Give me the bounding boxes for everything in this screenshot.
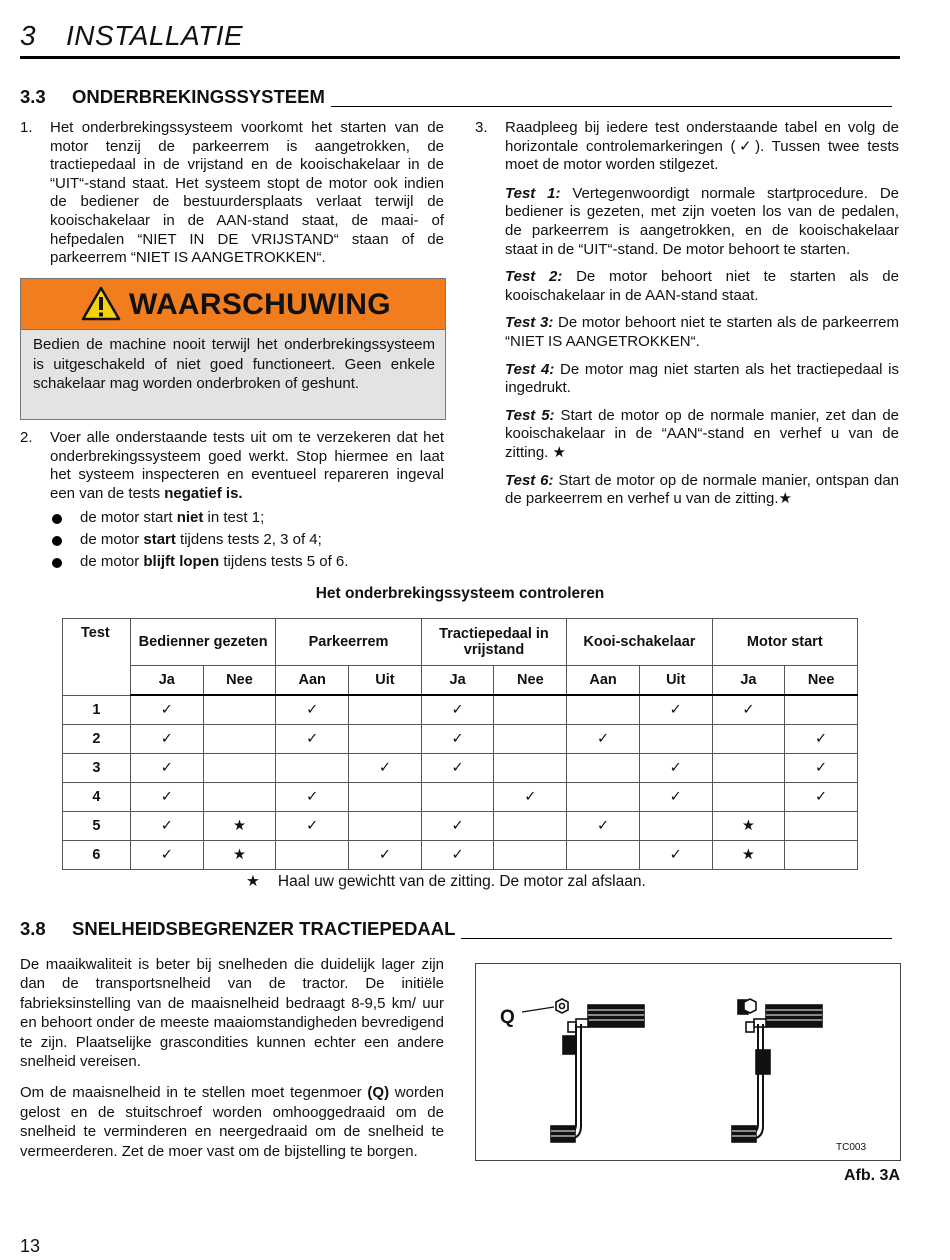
item-number: 1. — [20, 119, 33, 136]
test-label: Test 6: — [505, 471, 554, 489]
bullet-text: in test 1; — [203, 509, 265, 527]
check-cell: ✓ — [130, 725, 203, 754]
empty-cell — [494, 841, 567, 870]
empty-cell — [494, 695, 567, 725]
check-cell: ✓ — [639, 841, 712, 870]
empty-cell — [349, 783, 422, 812]
test-number-cell: 3 — [63, 754, 131, 783]
warning-box — [20, 278, 446, 420]
table-caption: Het onderbrekingssysteem controleren — [315, 585, 605, 602]
empty-cell — [349, 812, 422, 841]
check-cell: ✓ — [421, 754, 494, 783]
warning-triangle-icon — [81, 286, 121, 322]
test-text: Start de motor op de normale manier, ontspan dan de parkeerrem en verhef u van de zitting.★ — [505, 471, 899, 508]
star-cell: ★ — [712, 841, 785, 870]
test-text: De motor behoort niet te starten als de parkeerrem “NIET IS AANGETROKKEN“. — [505, 314, 899, 350]
table-header-test: Test — [63, 619, 131, 696]
empty-cell — [639, 812, 712, 841]
empty-cell — [567, 754, 640, 783]
check-cell: ✓ — [349, 841, 422, 870]
empty-cell — [785, 695, 858, 725]
empty-cell — [494, 725, 567, 754]
warning-text: Bedien de machine nooit terwijl het onderbrekingssysteem is uitgeschakeld of niet goed functioneert. Geen enkele schakelaar mag worden onderbroken of geshunt. — [33, 336, 435, 392]
check-cell: ✓ — [276, 695, 349, 725]
paragraph-text: Om de maaisnelheid in te stellen moet tegenmoer — [20, 1084, 368, 1102]
test-label: Test 1: — [505, 184, 561, 202]
section-heading-3-3 — [20, 86, 892, 110]
bullet-dot — [52, 514, 62, 524]
bullet-text: de motor — [80, 552, 144, 570]
table-row — [63, 725, 858, 754]
chapter-header — [20, 18, 900, 59]
section-number: 3.8 — [20, 918, 46, 939]
table-subheader: Ja — [712, 666, 785, 696]
page-number: 13 — [20, 1236, 41, 1256]
table-header-group: Kooi-schakelaar — [567, 619, 712, 666]
empty-cell — [712, 725, 785, 754]
item-text-bold: negatief is. — [164, 484, 243, 502]
table-subheader: Uit — [639, 666, 712, 696]
table-header-row — [63, 619, 858, 666]
empty-cell — [494, 754, 567, 783]
list-item-2 — [20, 429, 444, 503]
empty-cell — [421, 783, 494, 812]
bullet-bold: start — [143, 530, 176, 548]
check-cell: ✓ — [421, 841, 494, 870]
check-cell: ✓ — [712, 695, 785, 725]
table-row — [63, 841, 858, 870]
test-text: Vertegenwoordigt normale startprocedure. De bediener is gezeten, met zijn voeten los van de pedalen, de parkeerrem is aangetrokken, en de kooischakelaar staat in de “UIT“-stand. De motor behoort te starten. — [505, 184, 899, 258]
test-description-4 — [505, 361, 899, 398]
bullet-dot — [52, 536, 62, 546]
check-cell: ✓ — [349, 754, 422, 783]
test-number-cell: 2 — [63, 725, 131, 754]
speed-text — [20, 955, 444, 1161]
table-footnote — [246, 872, 646, 891]
left-column-top — [20, 119, 444, 278]
test-label: Test 2: — [505, 268, 563, 286]
table-row — [63, 783, 858, 812]
bullet-bold: blijft lopen — [143, 552, 220, 570]
table-header-group: Tractiepedaal in vrijstand — [421, 619, 566, 666]
empty-cell — [567, 841, 640, 870]
empty-cell — [276, 841, 349, 870]
section-number: 3.3 — [20, 86, 46, 107]
item-number: 3. — [475, 119, 488, 136]
check-cell: ✓ — [276, 783, 349, 812]
test-label: Test 5: — [505, 406, 555, 424]
bullet-text: de motor start — [80, 509, 177, 527]
item-text: Raadpleeg bij iedere test onderstaande tabel en volg de horizontale controlemarkeringen (✓). Tussen twee tests moet de motor worden stilgezet. — [505, 119, 899, 174]
table-subheader: Uit — [349, 666, 422, 696]
empty-cell — [712, 783, 785, 812]
check-cell: ✓ — [130, 754, 203, 783]
table-subheader-row — [63, 666, 858, 696]
empty-cell — [349, 695, 422, 725]
empty-cell — [639, 725, 712, 754]
empty-cell — [203, 783, 276, 812]
bullet-item — [20, 553, 444, 572]
check-cell: ✓ — [130, 812, 203, 841]
bullet-text: tijdens tests 2, 3 of 4; — [175, 530, 322, 548]
pedal-illustration — [476, 964, 900, 1160]
test-number-cell: 1 — [63, 695, 131, 725]
star-cell: ★ — [712, 812, 785, 841]
check-cell: ✓ — [567, 812, 640, 841]
test-label: Test 3: — [505, 314, 554, 332]
speed-paragraph-2 — [20, 1083, 444, 1161]
table-header-group: Parkeerrem — [276, 619, 421, 666]
test-description-2 — [505, 268, 899, 305]
check-cell: ✓ — [494, 783, 567, 812]
table-row — [63, 695, 858, 725]
item-text: Voer alle onderstaande tests uit om te verzekeren dat het onderbrekingssysteem goed werkt. Stop hiermee en laat het systeem inspecteren en eventueel repareren ingeval een van de tests — [50, 429, 444, 502]
check-cell: ✓ — [130, 783, 203, 812]
bullet-bold: niet — [176, 509, 204, 527]
table-subheader: Ja — [130, 666, 203, 696]
empty-cell — [276, 754, 349, 783]
table-subheader: Nee — [494, 666, 567, 696]
pedal-figure — [475, 963, 901, 1161]
bullet-text: de motor — [80, 530, 144, 548]
empty-cell — [712, 754, 785, 783]
check-cell: ✓ — [276, 812, 349, 841]
check-cell: ✓ — [276, 725, 349, 754]
empty-cell — [785, 812, 858, 841]
paragraph-bold: (Q) — [367, 1084, 390, 1102]
chapter-number: 3 — [20, 20, 36, 51]
table-body — [63, 695, 858, 870]
interlock-test-table — [62, 618, 858, 870]
check-cell: ✓ — [785, 754, 858, 783]
test-text: Start de motor op de normale manier, zet dan de kooischakelaar in de “AAN“-stand en verhef u van de zitting. ★ — [505, 406, 899, 461]
check-cell: ✓ — [421, 695, 494, 725]
star-icon: ★ — [246, 873, 260, 890]
chapter-title: INSTALLATIE — [66, 20, 244, 51]
warning-header — [21, 279, 445, 330]
test-description-1 — [505, 185, 899, 259]
empty-cell — [203, 754, 276, 783]
table-subheader: Aan — [567, 666, 640, 696]
label-q: Q — [500, 1007, 515, 1028]
empty-cell — [203, 725, 276, 754]
check-cell: ✓ — [130, 841, 203, 870]
pedal-assembly-left — [500, 999, 644, 1142]
table-row — [63, 812, 858, 841]
section-title: ONDERBREKINGSSYSTEEM — [72, 86, 331, 108]
empty-cell — [349, 725, 422, 754]
empty-cell — [567, 783, 640, 812]
test-text: De motor mag niet starten als het tractiepedaal is ingedrukt. — [505, 360, 899, 397]
speed-paragraph-1: De maaikwaliteit is beter bij snelheden die duidelijk lager zijn dan de transportsnelheid van de tractor. De initiële fabrieksinstelling van de maaisnelheid bedraagt 8-9,5 km/ uur en behoort onder de meeste maaiomstandigheden bevredigend te zijn. Plaatselijke grascondities kunnen echter een andere snelheid vereisen. — [20, 956, 444, 1071]
star-cell: ★ — [203, 841, 276, 870]
check-cell: ✓ — [421, 725, 494, 754]
test-number-cell: 5 — [63, 812, 131, 841]
figure-caption: Afb. 3A — [844, 1167, 900, 1184]
empty-cell — [203, 695, 276, 725]
paragraph-text: worden gelost en de stuitschroef worden omhooggedraaid om de snelheid te verminderen en neergedraaid om de snelheid te vermeerderen. Zet de moer vast om de bijstelling te borgen. — [20, 1084, 444, 1160]
test-label: Test 4: — [505, 360, 555, 378]
star-cell: ★ — [203, 812, 276, 841]
test-number-cell: 4 — [63, 783, 131, 812]
bullet-item — [20, 509, 444, 528]
bullet-text: tijdens tests 5 of 6. — [219, 552, 349, 570]
check-cell: ✓ — [421, 812, 494, 841]
item-number: 2. — [20, 429, 33, 446]
bullet-dot — [52, 558, 62, 568]
check-cell: ✓ — [639, 754, 712, 783]
item-text: Het onderbrekingssysteem voorkomt het starten van de motor tenzij de parkeerrem is aangetrokken, de tractiepedaal in de vrijstand en de kooischakelaar in de “UIT“-stand staat. Het systeem stopt de motor ook indien de bediener de bestuurdersplaats verlaat terwijl de kooischakelaar in de AAN-stand staat, de maai- of hefpedalen “NIET IN DE VRIJSTAND“ staan of de parkeerrem “NIET IS AANGETROKKEN“. — [50, 119, 444, 267]
warning-title: WAARSCHUWING — [129, 288, 391, 321]
list-item-1 — [20, 119, 444, 268]
table-subheader: Aan — [276, 666, 349, 696]
footnote-text: Haal uw gewichtt van de zitting. De motor zal afslaan. — [277, 873, 646, 890]
check-cell: ✓ — [567, 725, 640, 754]
table-header-group: Motor start — [712, 619, 857, 666]
left-column-bottom — [20, 429, 444, 574]
check-cell: ✓ — [785, 783, 858, 812]
empty-cell — [567, 695, 640, 725]
right-column — [475, 119, 899, 518]
table-row — [63, 754, 858, 783]
test-number-cell: 6 — [63, 841, 131, 870]
table-subheader: Ja — [421, 666, 494, 696]
section-title: SNELHEIDSBEGRENZER TRACTIEPEDAAL — [72, 918, 461, 940]
table-header-group: Bedienner gezeten — [130, 619, 275, 666]
test-description-3 — [505, 314, 899, 351]
bullet-item — [20, 531, 444, 550]
test-text: De motor behoort niet te starten als de kooischakelaar in de AAN-stand staat. — [505, 268, 899, 304]
list-item-3 — [475, 119, 899, 175]
pedal-assembly-right — [732, 999, 822, 1142]
check-cell: ✓ — [785, 725, 858, 754]
check-cell: ✓ — [639, 695, 712, 725]
figure-code: TC003 — [836, 1142, 867, 1153]
section-heading-3-8 — [20, 918, 892, 942]
empty-cell — [785, 841, 858, 870]
table-subheader: Nee — [785, 666, 858, 696]
table-subheader: Nee — [203, 666, 276, 696]
check-cell: ✓ — [130, 695, 203, 725]
check-cell: ✓ — [639, 783, 712, 812]
test-description-6 — [505, 472, 899, 509]
empty-cell — [494, 812, 567, 841]
test-description-5 — [505, 407, 899, 463]
